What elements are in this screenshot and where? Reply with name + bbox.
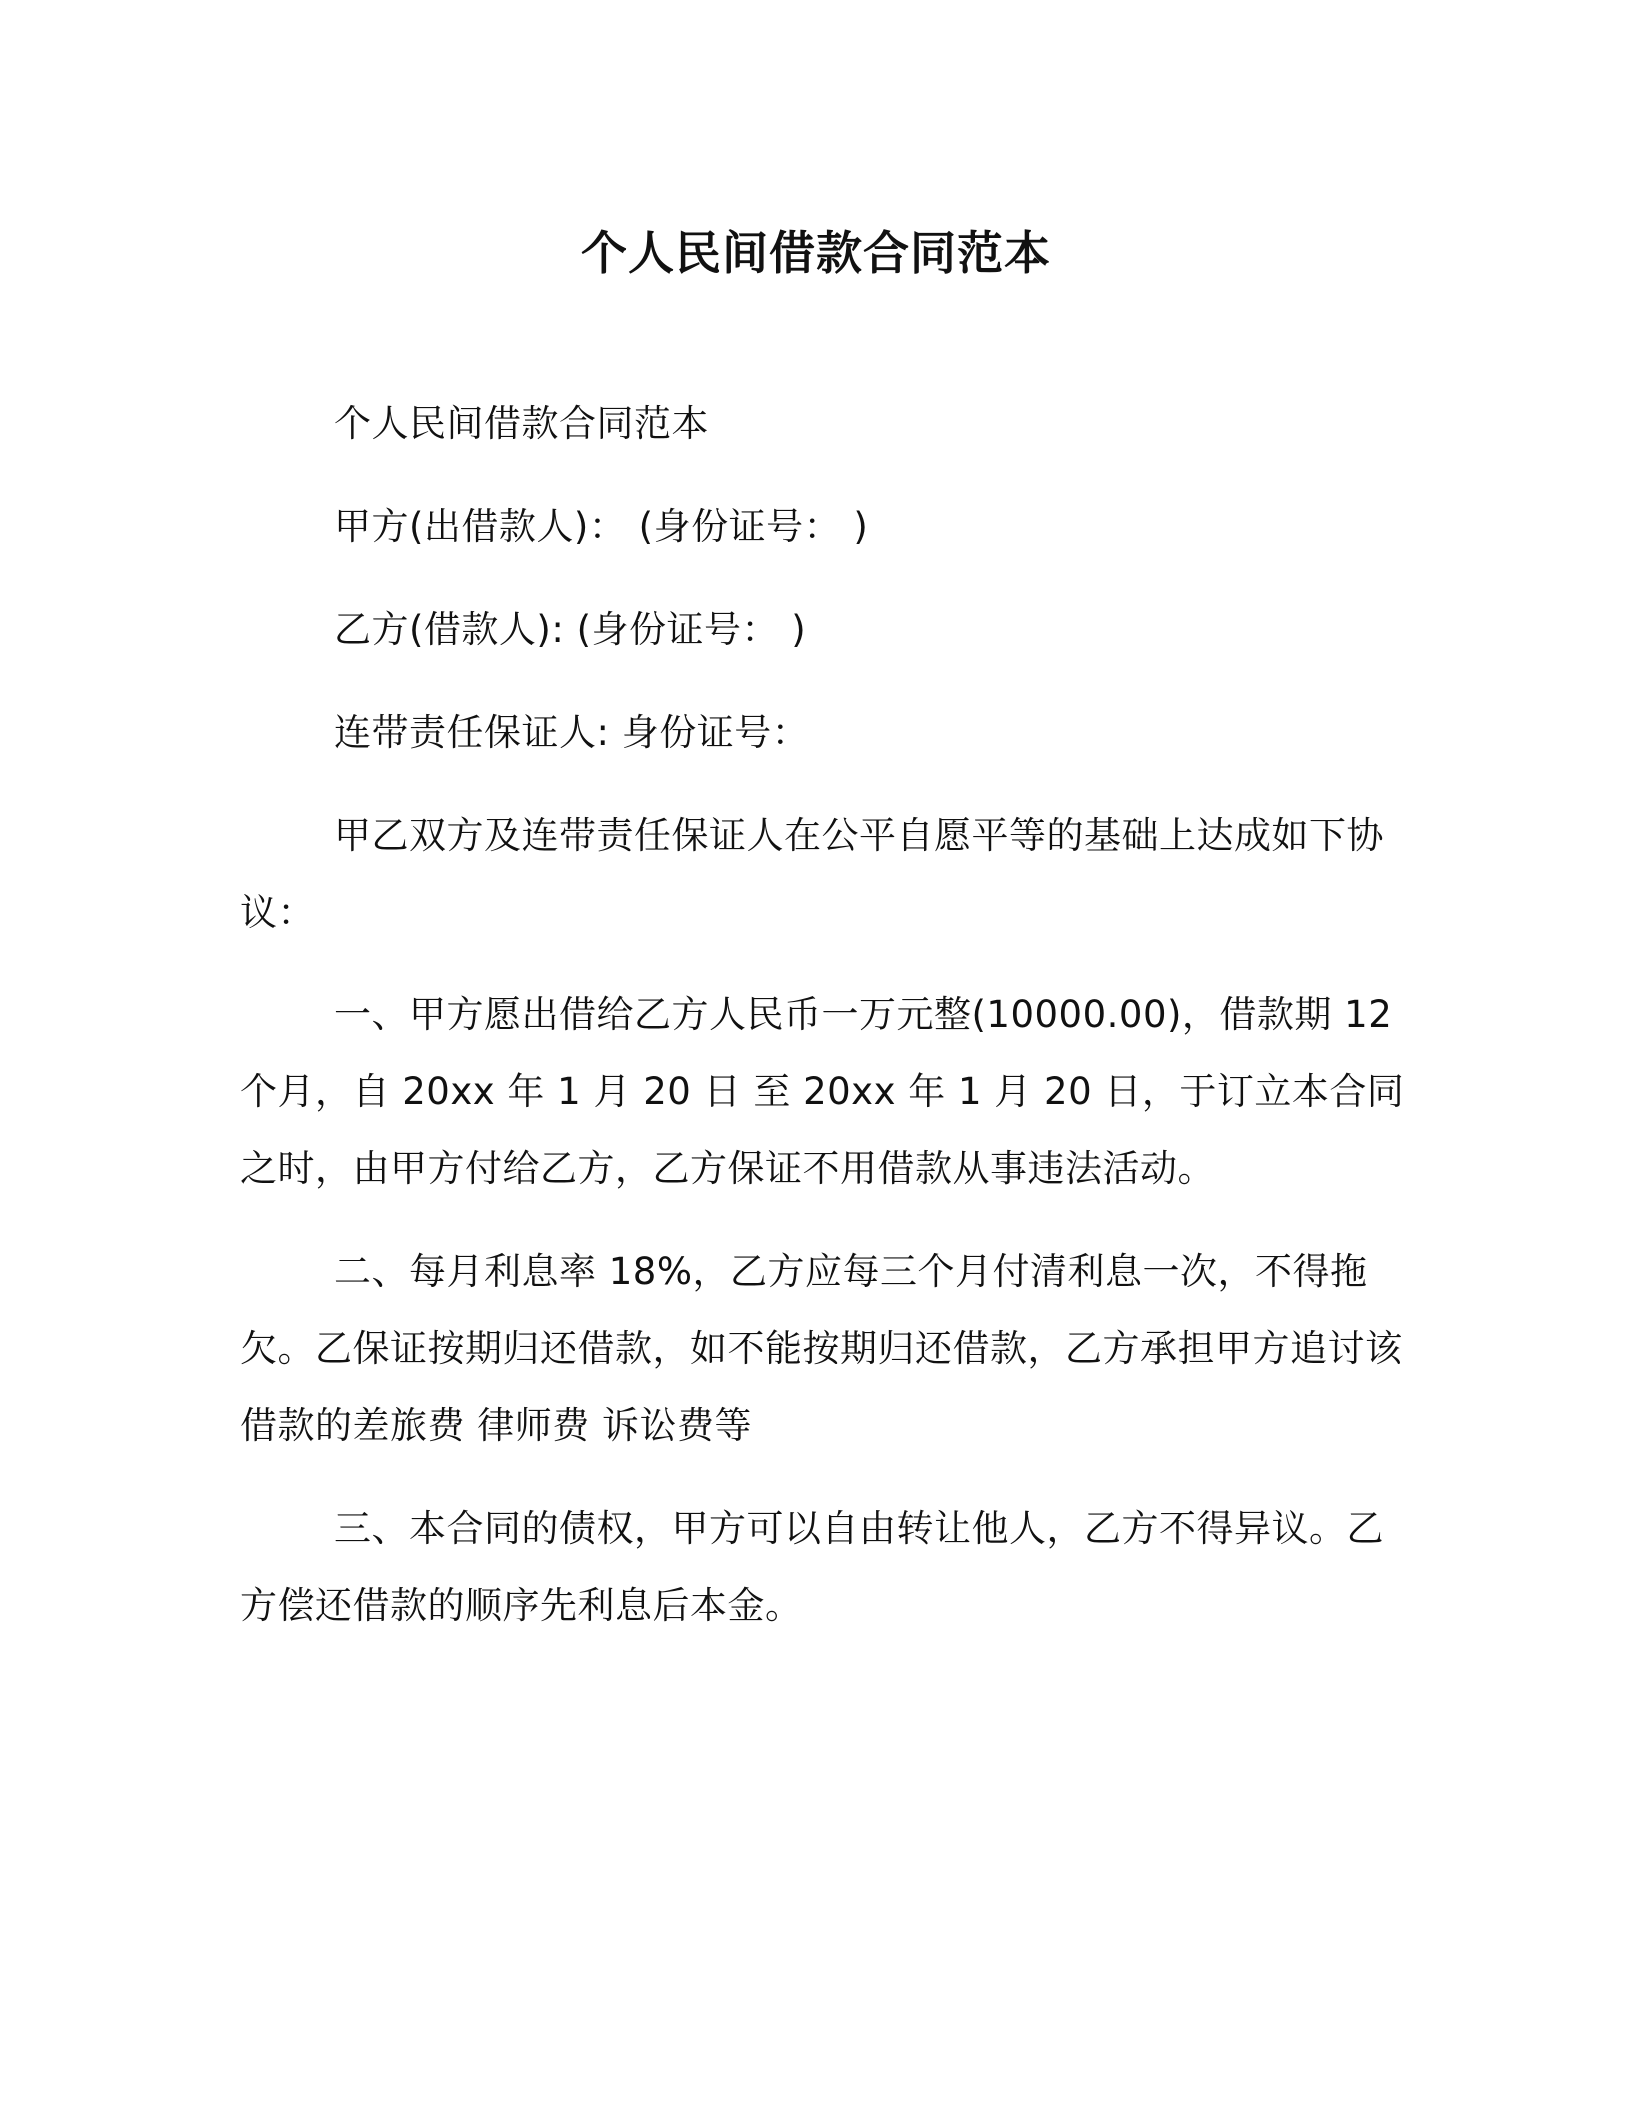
clause-2-paragraph: 二、每月利息率 18%，乙方应每三个月付清利息一次，不得拖欠。乙保证按期归还借款，如不能按期归还借款，乙方承担甲方追讨该借款的差旅费 律师费 诉讼费等 [240, 1250, 1403, 1447]
document-title: 个人民间借款合同范本 [581, 226, 1051, 280]
party-a-line: 甲方(出借款人)： (身份证号： ) [334, 505, 869, 548]
party-b-line: 乙方(借款人): (身份证号： ) [334, 608, 807, 651]
clause-1-paragraph: 一、甲方愿出借给乙方人民币一万元整(10000.00)，借款期 12 个月，自 20xx 年 1 月 20 日 至 20xx 年 1 月 20 日，于订立本合同之时，由甲方付给乙方，乙方保证不用借款从事违法活动。 [240, 993, 1405, 1190]
preamble-paragraph: 甲乙双方及连带责任保证人在公平自愿平等的基础上达成如下协议： [240, 814, 1384, 934]
clause-3-paragraph: 三、本合同的债权，甲方可以自由转让他人，乙方不得异议。乙方偿还借款的顺序先利息后本金。 [240, 1507, 1384, 1627]
document-subtitle: 个人民间借款合同范本 [334, 402, 709, 445]
guarantor-line: 连带责任保证人: 身份证号： [334, 711, 810, 754]
